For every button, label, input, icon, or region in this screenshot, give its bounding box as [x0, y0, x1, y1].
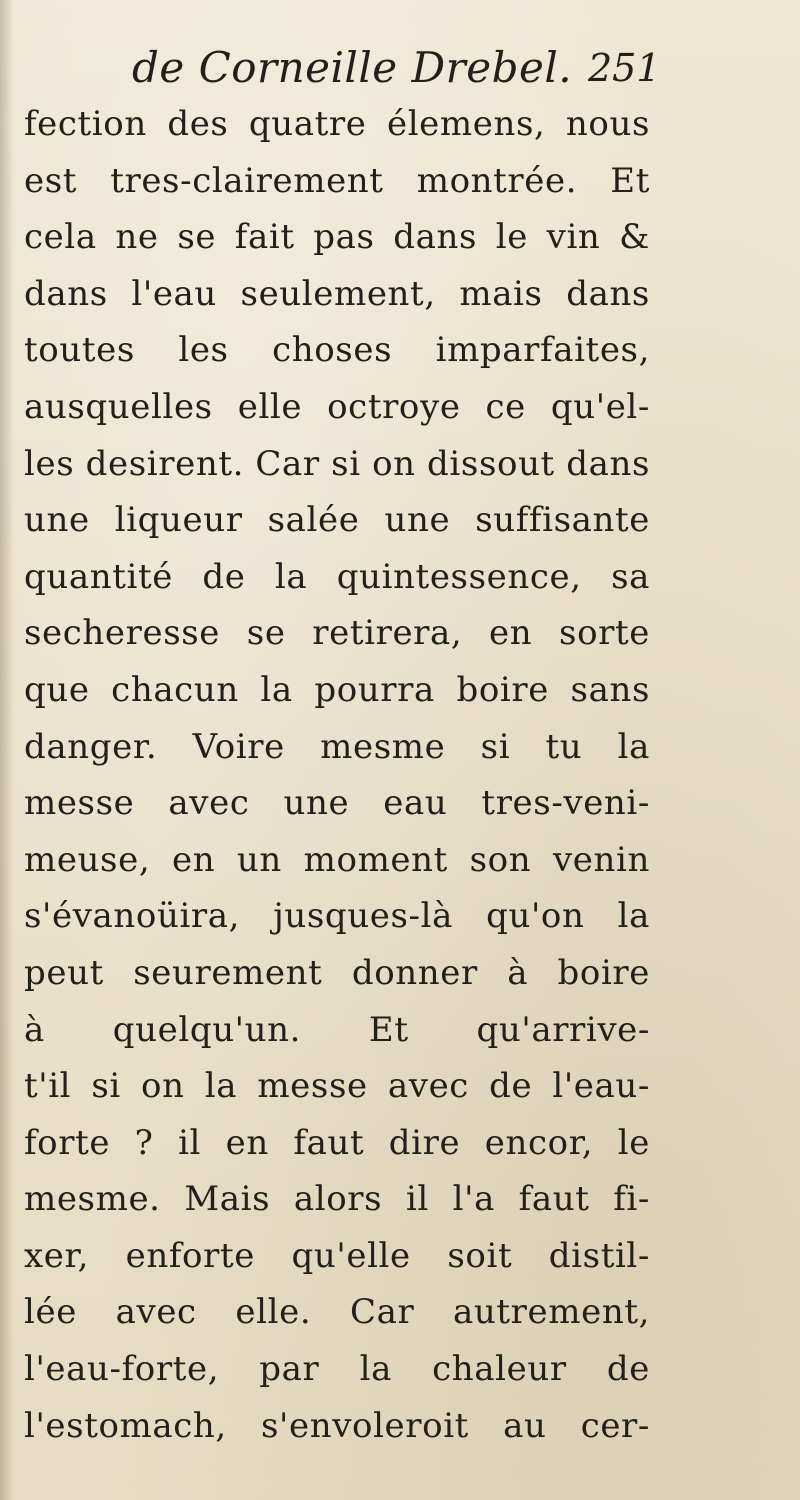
text-line: xer, enforte qu'elle soit distil-: [24, 1235, 650, 1276]
text-line: s'évanoüira, jusques-là qu'on la: [24, 896, 650, 937]
text-line: quantité de la quintessence, sa: [24, 556, 650, 597]
gutter-shadow: [0, 0, 14, 1500]
text-line: forte ? il en faut dire encor, le: [24, 1122, 650, 1163]
text-line: meuse, en un moment son venin: [24, 839, 650, 880]
text-line: l'eau-forte, par la chaleur de: [24, 1349, 650, 1390]
text-line: une liqueur salée une suffisante: [24, 500, 650, 541]
page-header: [0, 40, 800, 100]
text-line: à quelqu'un. Et qu'arrive-: [24, 1009, 650, 1050]
text-line: lée avec elle. Car autrement,: [24, 1292, 650, 1333]
text-line: peut seurement donner à boire: [24, 952, 650, 993]
text-line: messe avec une eau tres-veni-: [24, 783, 650, 824]
body-text: [24, 96, 650, 1454]
running-head: de Corneille Drebel.: [132, 43, 573, 92]
page-number: 251: [588, 46, 661, 90]
text-line: danger. Voire mesme si tu la: [24, 726, 650, 767]
text-line: dans l'eau seulement, mais dans: [24, 273, 650, 314]
text-line: ausquelles elle octroye ce qu'el-: [24, 386, 650, 427]
text-line: que chacun la pourra boire sans: [24, 669, 650, 710]
text-line: secheresse se retirera, en sorte: [24, 613, 650, 654]
text-line: est tres-clairement montrée. Et: [24, 160, 650, 201]
text-line: cela ne se fait pas dans le vin &: [24, 217, 650, 258]
text-line: fection des quatre élemens, nous: [24, 104, 650, 144]
text-line: t'il si on la messe avec de l'eau-: [24, 1066, 650, 1107]
text-line: les desirent. Car si on dissout dans: [24, 443, 651, 484]
text-line: mesme. Mais alors il l'a faut fi-: [24, 1179, 650, 1220]
text-line: l'estomach, s'envoleroit au cer-: [24, 1405, 650, 1446]
text-line: toutes les choses imparfaites,: [24, 330, 650, 371]
